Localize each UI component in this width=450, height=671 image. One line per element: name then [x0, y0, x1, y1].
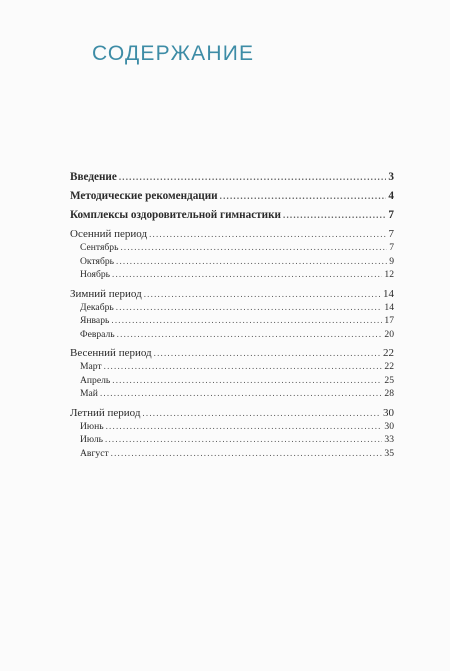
- toc-entry-page: 20: [384, 328, 394, 340]
- toc-entry-page: 9: [389, 255, 394, 267]
- toc-entry-label: Июль: [80, 434, 104, 445]
- toc-entry-label: Март: [80, 361, 102, 372]
- table-of-contents: [70, 170, 394, 465]
- toc-entry-label: Летний период: [70, 406, 141, 419]
- toc-entry-methods[interactable]: [70, 189, 394, 203]
- toc-entry-page: 7: [389, 242, 394, 253]
- toc-entry-label: Январь: [80, 315, 110, 326]
- toc-entry-page: 12: [384, 269, 394, 280]
- dot-leader: [106, 420, 383, 434]
- toc-entry-page: 7: [388, 209, 394, 221]
- toc-entry-page: 30: [383, 406, 394, 419]
- toc-entry-page: 33: [384, 434, 394, 445]
- dot-leader: [116, 301, 383, 315]
- toc-subentry-july[interactable]: [70, 433, 394, 447]
- toc-entry-page: 17: [384, 315, 394, 326]
- dot-leader: [220, 189, 387, 203]
- dot-leader: [117, 328, 383, 342]
- toc-group-winter: [70, 287, 394, 342]
- toc-subentry-march[interactable]: [70, 360, 394, 374]
- toc-entry-label: Ноябрь: [80, 269, 111, 280]
- dot-leader: [144, 287, 381, 301]
- toc-entry-page: 35: [384, 447, 394, 459]
- dot-leader: [112, 268, 382, 282]
- toc-entry-label: Октябрь: [80, 255, 114, 267]
- toc-entry-label: Комплексы оздоровительной гимнастики: [70, 209, 281, 221]
- dot-leader: [149, 227, 386, 241]
- toc-subentry-april[interactable]: [70, 374, 394, 388]
- page-title: СОДЕРЖАНИЕ: [92, 42, 255, 65]
- toc-subentry-february[interactable]: [70, 328, 394, 342]
- dot-leader: [142, 406, 381, 420]
- toc-entry-page: 4: [388, 190, 394, 202]
- dot-leader: [105, 433, 382, 447]
- dot-leader: [116, 255, 387, 269]
- toc-subentry-june[interactable]: [70, 420, 394, 434]
- toc-entry-page: 3: [388, 171, 394, 183]
- toc-entry-label: Июнь: [80, 420, 104, 432]
- dot-leader: [119, 170, 387, 184]
- toc-entry-page: 22: [384, 361, 394, 372]
- toc-entry-label: Февраль: [80, 328, 115, 340]
- toc-entry-label: Сентябрь: [80, 242, 119, 253]
- toc-entry-autumn[interactable]: [70, 227, 394, 241]
- toc-entry-label: Зимний период: [70, 287, 142, 300]
- toc-entry-summer[interactable]: [70, 406, 394, 420]
- toc-subentry-november[interactable]: [70, 268, 394, 282]
- toc-subentry-august[interactable]: [70, 447, 394, 461]
- toc-entry-label: Август: [80, 447, 109, 459]
- dot-leader: [154, 346, 381, 360]
- toc-entry-label: Декабрь: [80, 301, 114, 313]
- toc-entry-complexes[interactable]: [70, 208, 394, 222]
- toc-group-autumn: [70, 227, 394, 282]
- toc-entry-label: Введение: [70, 171, 117, 183]
- toc-entry-winter[interactable]: [70, 287, 394, 301]
- toc-entry-page: 14: [383, 287, 394, 300]
- toc-entry-intro[interactable]: [70, 170, 394, 184]
- toc-group-summer: [70, 406, 394, 461]
- toc-subentry-may[interactable]: [70, 387, 394, 401]
- dot-leader: [104, 360, 383, 374]
- toc-entry-page: 14: [384, 301, 394, 313]
- toc-entry-page: 30: [384, 420, 394, 432]
- toc-group-spring: [70, 346, 394, 401]
- dot-leader: [283, 208, 386, 222]
- toc-subentry-october[interactable]: [70, 255, 394, 269]
- toc-entry-label: Май: [80, 388, 98, 399]
- toc-entry-spring[interactable]: [70, 346, 394, 360]
- toc-entry-label: Методические рекомендации: [70, 190, 218, 202]
- dot-leader: [112, 374, 382, 388]
- toc-entry-page: 22: [383, 347, 394, 359]
- dot-leader: [111, 314, 382, 328]
- toc-entry-page: 25: [384, 374, 394, 386]
- toc-subentry-december[interactable]: [70, 301, 394, 315]
- dot-leader: [120, 241, 387, 255]
- toc-entry-label: Весенний период: [70, 347, 152, 359]
- toc-subentry-september[interactable]: [70, 241, 394, 255]
- toc-entry-label: Осенний период: [70, 228, 148, 240]
- toc-entry-page: 7: [388, 228, 394, 240]
- dot-leader: [111, 447, 383, 461]
- dot-leader: [100, 387, 382, 401]
- toc-subentry-january[interactable]: [70, 314, 394, 328]
- toc-entry-page: 28: [384, 388, 394, 399]
- toc-entry-label: Апрель: [80, 374, 111, 386]
